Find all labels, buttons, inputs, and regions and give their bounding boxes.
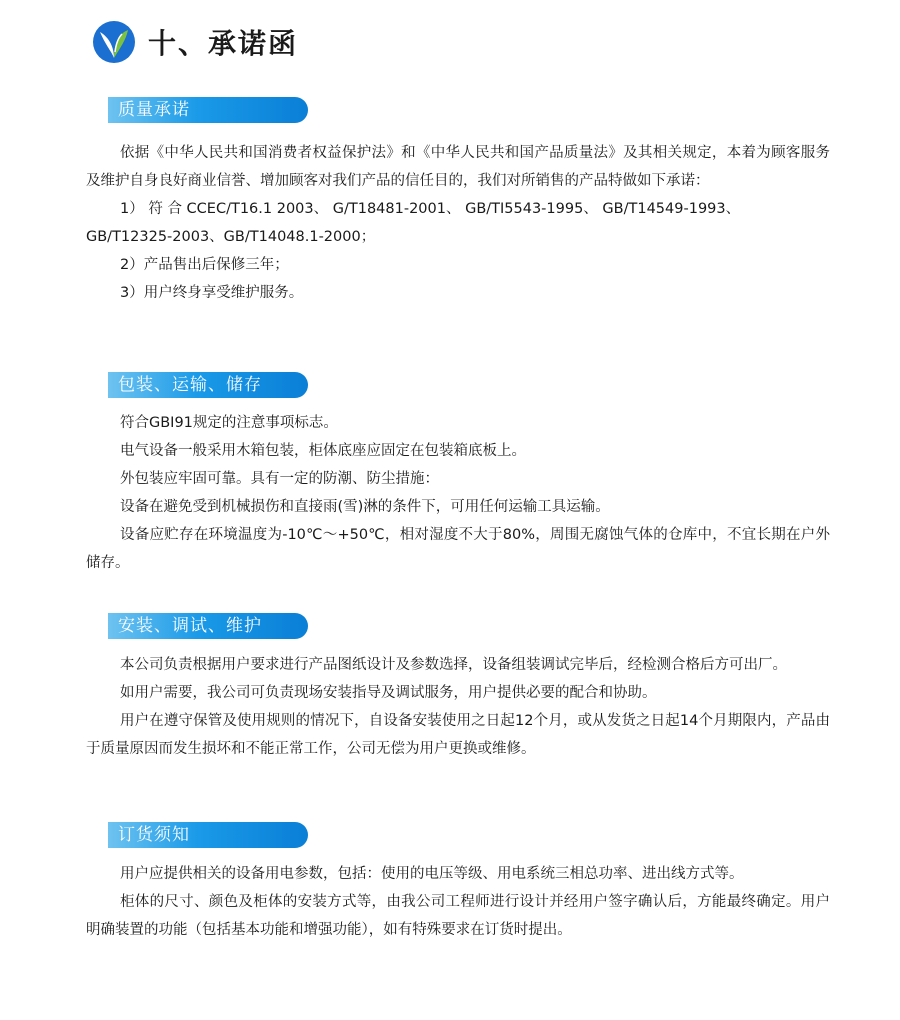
paragraph: 依据《中华人民共和国消费者权益保护法》和《中华人民共和国产品质量法》及其相关规定，本着为顾客服务及维护自身良好商业信誉、增加顾客对我们产品的信任目的，我们对所销售的产品特做如下承诺： [86, 145, 830, 189]
section-header [108, 822, 830, 852]
page-header [92, 18, 298, 66]
section-title: 订货须知 [118, 825, 190, 845]
paragraph: 设备在避免受到机械损伤和直接雨(雪)淋的条件下，可用任何运输工具运输。 [120, 499, 610, 515]
page-title: 十、承诺函 [148, 27, 299, 60]
list-item-continuation: GB/T12325-2003、GB/T14048.1-2000； [86, 229, 376, 245]
paragraph: 电气设备一般采用木箱包装，柜体底座应固定在包装箱底板上。 [120, 443, 526, 459]
section-title: 安装、调试、维护 [118, 616, 262, 636]
paragraph: 外包装应牢固可靠。具有一定的防潮、防尘措施： [120, 471, 439, 487]
section-header [108, 97, 830, 127]
paragraph: 设备应贮存在环境温度为-10℃～+50℃，相对湿度不大于80%，周围无腐蚀气体的仓库中，不宜长期在户外储存。 [86, 527, 830, 571]
company-logo-icon [92, 20, 136, 64]
section-header [108, 372, 830, 402]
section-title: 包装、运输、储存 [118, 375, 262, 395]
section-packaging [86, 372, 830, 577]
list-item: 1） 符 合 CCEC/T16.1 2003、 G/T18481-2001、 GB/TI5543-1995、 GB/T14549-1993、 [120, 201, 741, 217]
paragraph: 本公司负责根据用户要求进行产品图纸设计及参数选择，设备组装调试完毕后，经检测合格后方可出厂。 [120, 657, 787, 673]
list-item: 3）用户终身享受维护服务。 [120, 285, 304, 301]
list-item: 2）产品售出后保修三年； [120, 257, 289, 273]
section-ordering [86, 822, 830, 944]
paragraph: 用户在遵守保管及使用规则的情况下，自设备安装使用之日起12个月，或从发货之日起14个月期限内，产品由于质量原因而发生损坏和不能正常工作，公司无偿为用户更换或维修。 [86, 713, 830, 757]
section-title: 质量承诺 [118, 100, 190, 120]
section-installation [86, 613, 830, 763]
paragraph: 用户应提供相关的设备用电参数，包括：使用的电压等级、用电系统三相总功率、进出线方式等。 [120, 866, 744, 882]
paragraph: 柜体的尺寸、颜色及柜体的安装方式等，由我公司工程师进行设计并经用户签字确认后，方能最终确定。用户明确装置的功能（包括基本功能和增强功能），如有特殊要求在订货时提出。 [86, 894, 830, 938]
section-header [108, 613, 830, 643]
paragraph: 符合GBI91规定的注意事项标志。 [120, 415, 338, 431]
paragraph: 如用户需要，我公司可负责现场安装指导及调试服务，用户提供必要的配合和协助。 [120, 685, 657, 701]
section-quality [86, 97, 830, 307]
